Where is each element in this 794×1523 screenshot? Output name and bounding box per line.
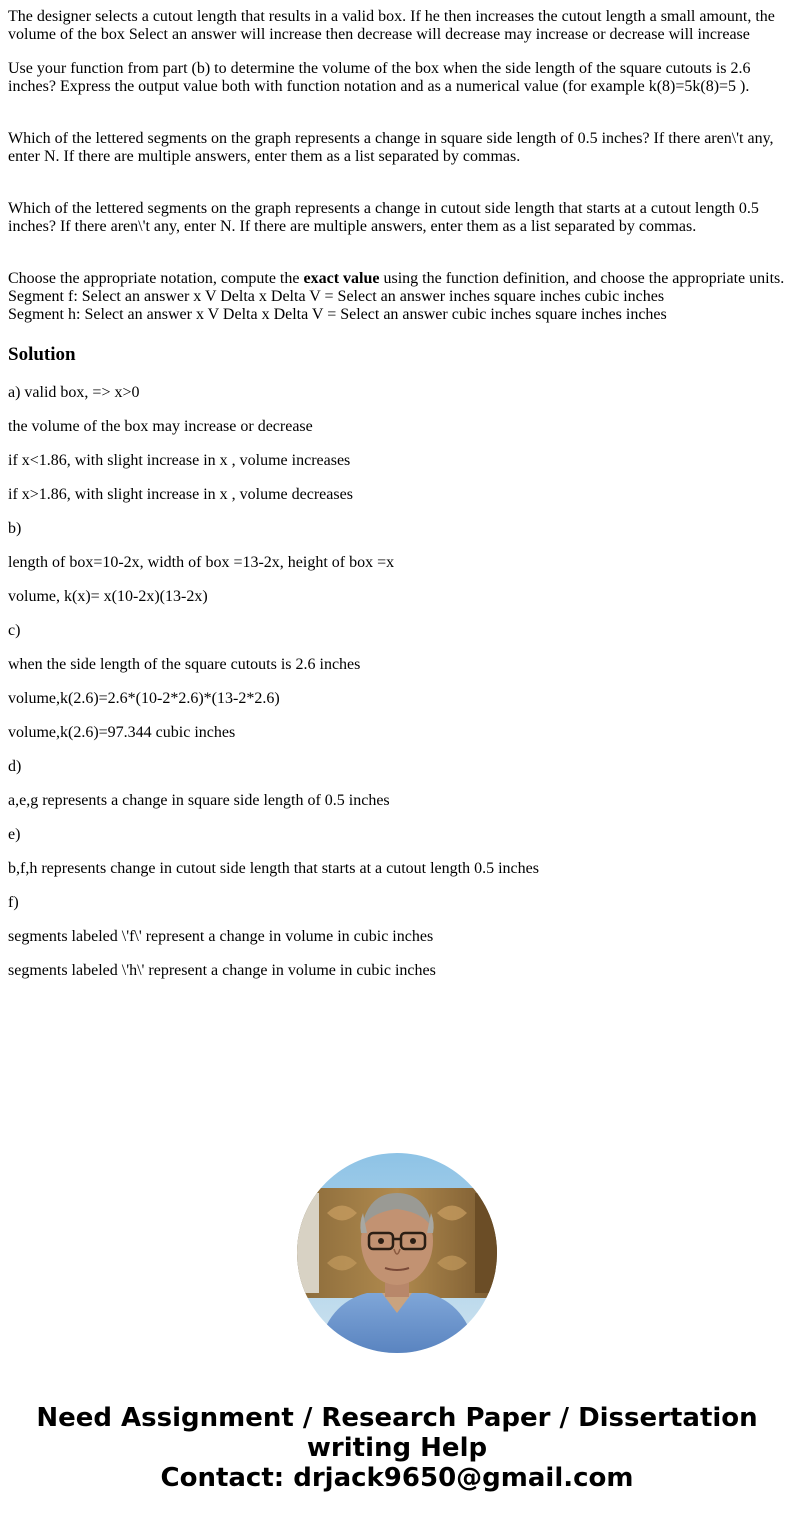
question-text-line: Which of the lettered segments on the graph represents a change in square side length of 0.5 inches? If there aren\'t any, (8, 130, 774, 147)
question-text-line: inches? If there aren\'t any, enter N. If there are multiple answers, enter them as a list separated by commas. (8, 218, 697, 235)
solution-line: a) valid box, => x>0 (8, 384, 140, 401)
question-text-fragment: Choose the appropriate notation, compute the (8, 270, 304, 287)
question-evaluate-function (8, 60, 750, 96)
question-text-line: Which of the lettered segments on the graph represents a change in cutout side length that starts at a cutout length 0.5 (8, 200, 759, 217)
question-text-fragment: using the function definition, and choose the appropriate units. (379, 270, 785, 287)
question-text-line: volume of the box Select an answer will increase then decrease will decrease may increase or decrease will increase (8, 26, 750, 43)
question-text-line: Use your function from part (b) to determine the volume of the box when the side length of the square cutouts is 2.6 (8, 60, 751, 77)
question-text-line: inches? Express the output value both with function notation and as a numerical value (for example k(8)=5k(8)=5 ). (8, 78, 750, 95)
solution-line: if x>1.86, with slight increase in x , volume decreases (8, 486, 353, 503)
solution-line: volume,k(2.6)=97.344 cubic inches (8, 724, 236, 741)
solution-line: e) (8, 826, 21, 843)
question-cutout-segments (8, 200, 759, 236)
question-volume-change (8, 8, 775, 44)
solution-line: b,f,h represents change in cutout side length that starts at a cutout length 0.5 inches (8, 860, 539, 877)
segment-f-line: Segment f: Select an answer x V Delta x Delta V = Select an answer inches square inches cubic inches (8, 288, 665, 305)
solution-line: a,e,g represents a change in square side length of 0.5 inches (8, 792, 390, 809)
question-square-side-segments (8, 130, 774, 166)
solution-line: b) (8, 520, 22, 537)
question-text-line: The designer selects a cutout length that results in a valid box. If he then increases the cutout length a small amount, the (8, 8, 775, 25)
solution-line: length of box=10-2x, width of box =13-2x, height of box =x (8, 554, 395, 571)
solution-line: if x<1.86, with slight increase in x , volume increases (8, 452, 351, 469)
solution-line: volume,k(2.6)=2.6*(10-2*2.6)*(13-2*2.6) (8, 690, 280, 707)
solution-line: d) (8, 758, 22, 775)
footer-line: Need Assignment / Research Paper / Dissertation (36, 1403, 758, 1433)
question-notation-units (8, 270, 784, 324)
solution-line: f) (8, 894, 19, 911)
solution-heading: Solution (8, 344, 76, 365)
footer-ad (0, 1403, 794, 1493)
footer-line: writing Help (306, 1433, 488, 1463)
segment-h-line: Segment h: Select an answer x V Delta x Delta V = Select an answer cubic inches square inches inches (8, 306, 667, 323)
question-text-line (8, 270, 784, 288)
contact-email: Contact: drjack9650@gmail.com (160, 1463, 634, 1493)
solution-line: segments labeled \'f\' represent a change in volume in cubic inches (8, 928, 434, 945)
solution-line: volume, k(x)= x(10-2x)(13-2x) (8, 588, 208, 605)
solution-line: the volume of the box may increase or decrease (8, 418, 313, 435)
solution-line: when the side length of the square cutouts is 2.6 inches (8, 656, 361, 673)
author-photo (297, 1153, 497, 1353)
question-text-line: enter N. If there are multiple answers, enter them as a list separated by commas. (8, 148, 521, 165)
solution-line: c) (8, 622, 21, 639)
solution-line: segments labeled \'h\' represent a change in volume in cubic inches (8, 962, 436, 979)
exact-value-emphasis: exact value (303, 270, 380, 287)
